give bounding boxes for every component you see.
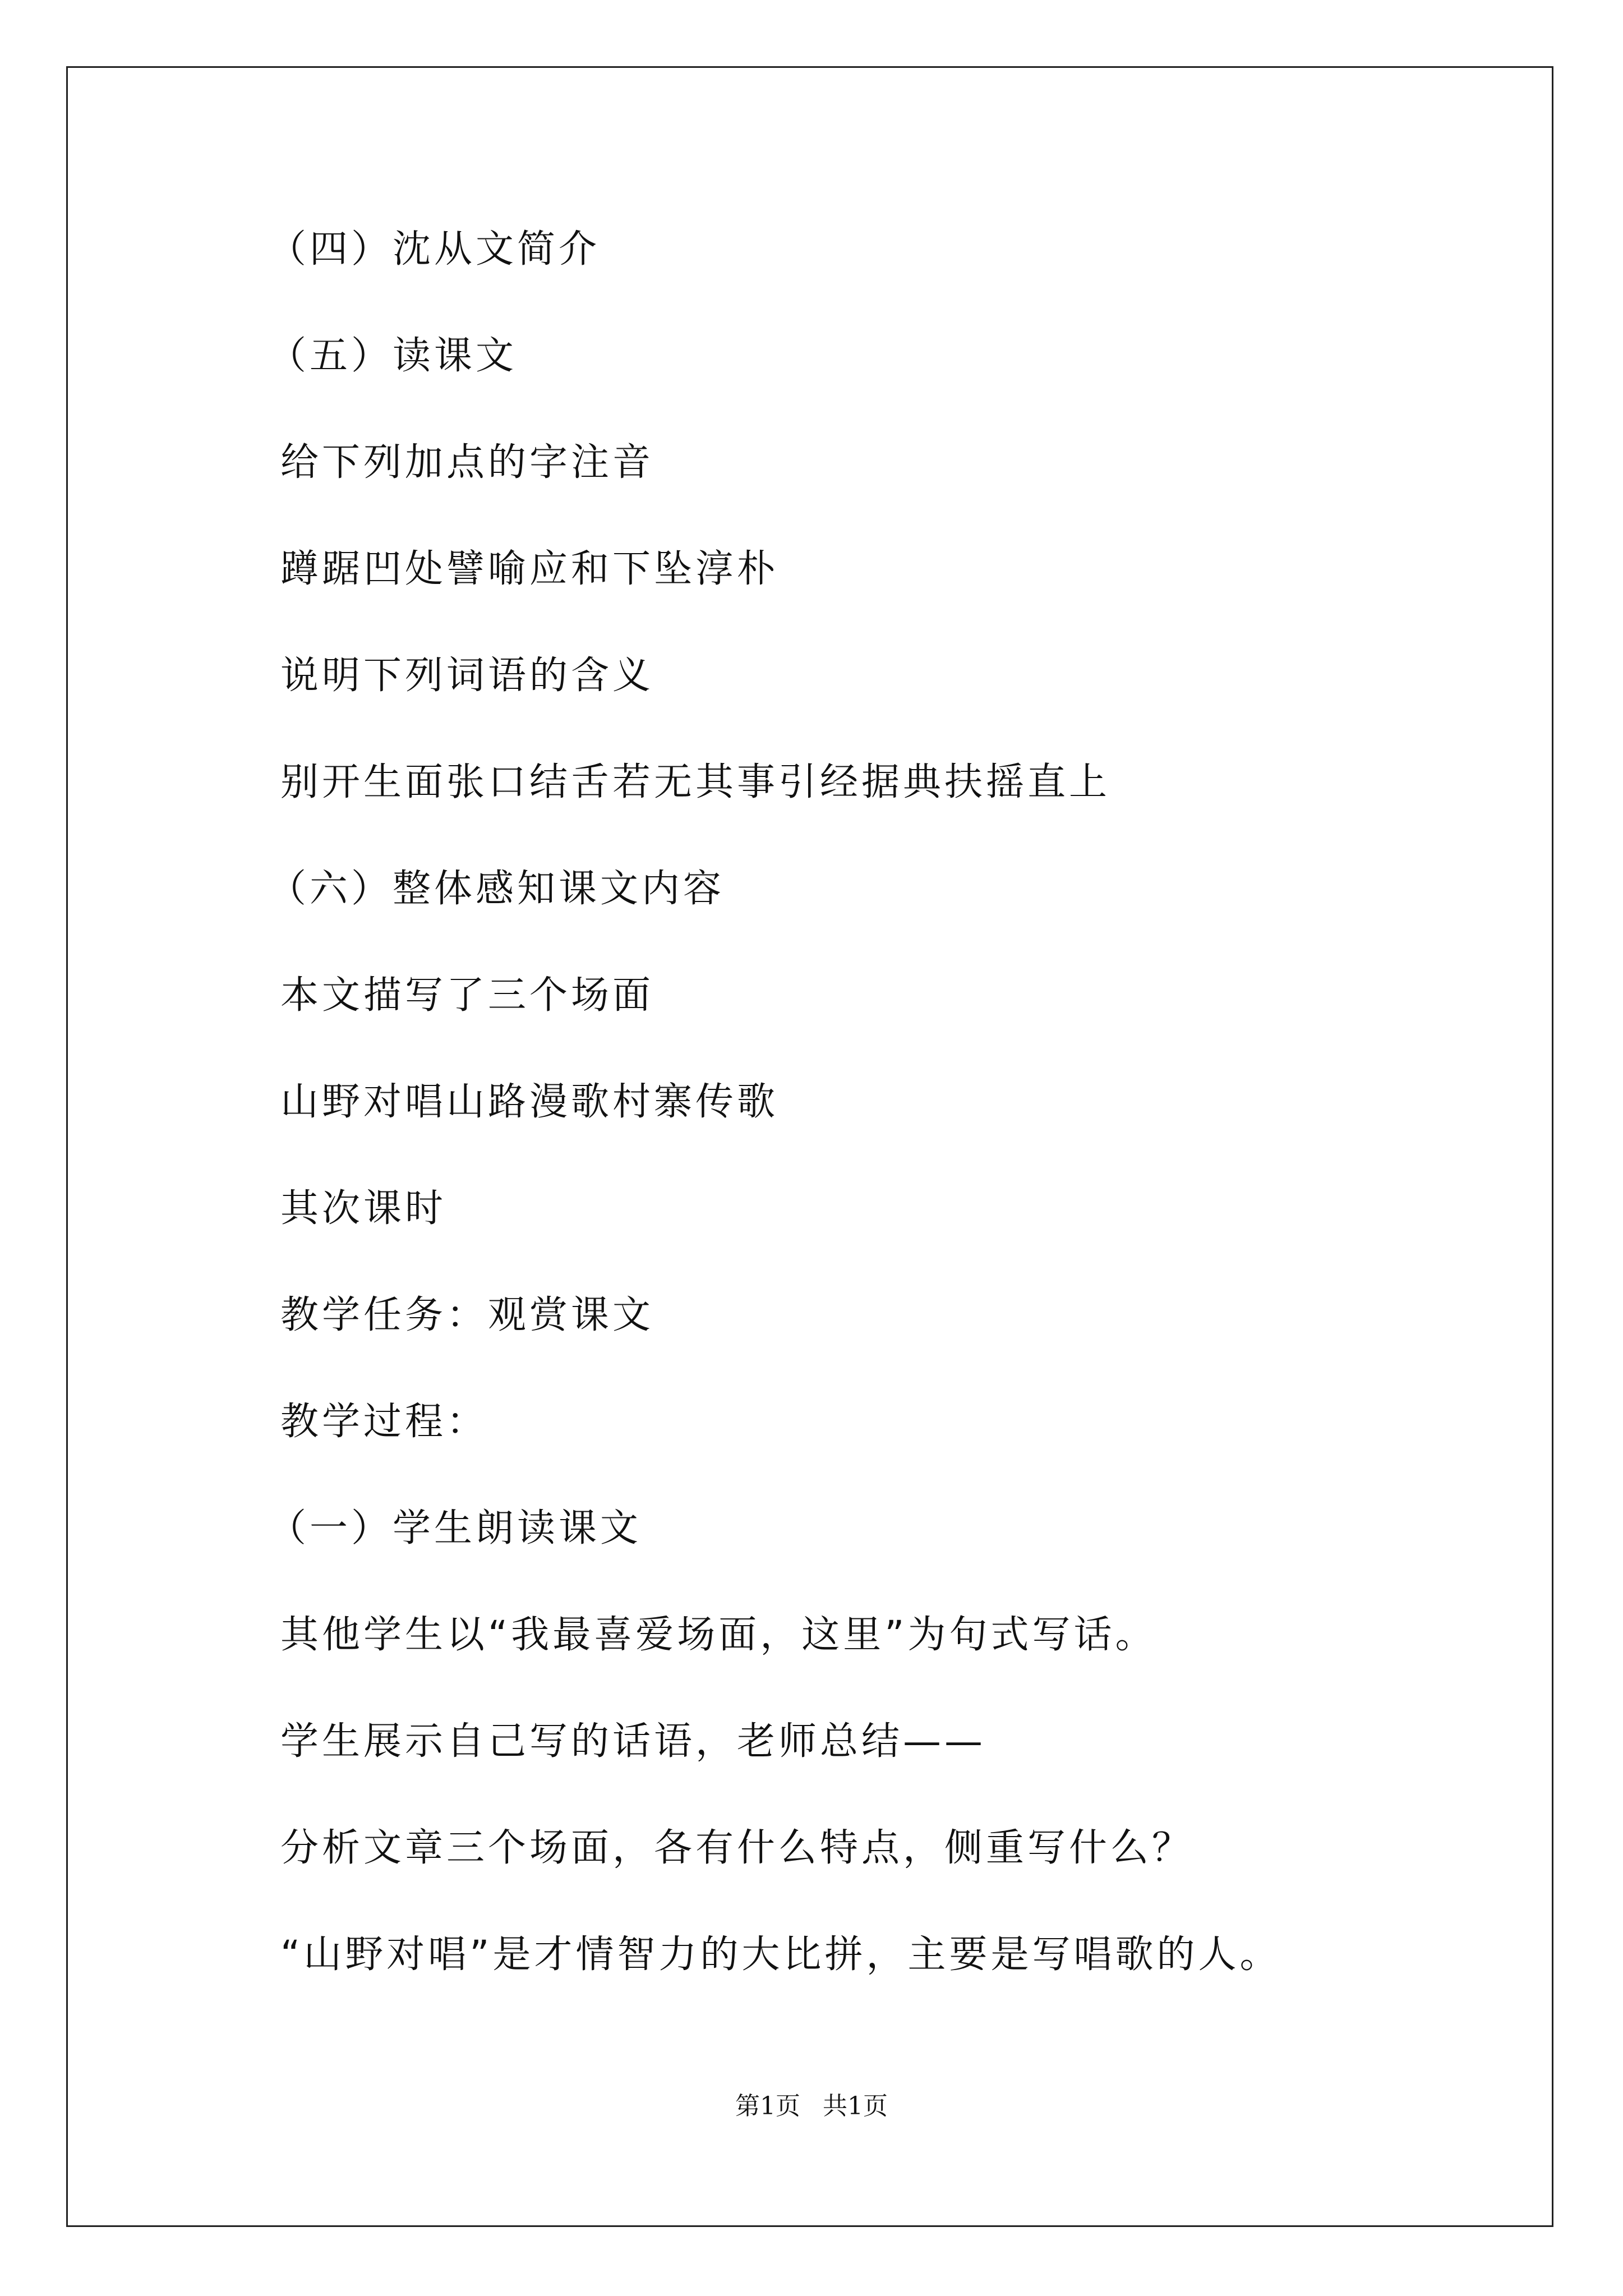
text-line: 给下列加点的字注音 xyxy=(280,440,654,485)
heading-line-5: （五）读课文 xyxy=(268,334,518,378)
page-border xyxy=(66,66,1553,2227)
text-line: 学生展示自己写的话语，老师总结—— xyxy=(280,1719,986,1764)
text-line: “山野对唱”是才情智力的大比拼，主要是写唱歌的人。 xyxy=(280,1932,1281,1977)
text-line: 说明下列词语的含义 xyxy=(280,654,654,698)
text-line: 山野对唱山路漫歌村寨传歌 xyxy=(280,1080,779,1124)
heading-line-1: （一）学生朗读课文 xyxy=(268,1506,642,1550)
text-line: 分析文章三个场面，各有什么特点，侧重写什么？ xyxy=(280,1826,1194,1870)
text-line: 蹲踞凹处譬喻应和下坠淳朴 xyxy=(280,547,779,591)
text-line: 本文描写了三个场面 xyxy=(280,973,654,1018)
heading-line-6: （六）整体感知课文内容 xyxy=(268,867,725,911)
page-footer xyxy=(0,2090,1623,2123)
page-total: 共1页 xyxy=(823,2092,888,2120)
heading-line-4: （四）沈从文简介 xyxy=(268,227,601,272)
page-number: 第1页 xyxy=(735,2092,800,2120)
text-line: 教学任务：观赏课文 xyxy=(280,1293,654,1337)
text-line: 教学过程： xyxy=(280,1400,488,1444)
text-line: 别开生面张口结舌若无其事引经据典扶摇直上 xyxy=(280,760,1111,804)
text-line: 其次课时 xyxy=(280,1186,447,1231)
text-line: 其他学生以“我最喜爱场面，这里”为句式写话。 xyxy=(280,1613,1157,1657)
